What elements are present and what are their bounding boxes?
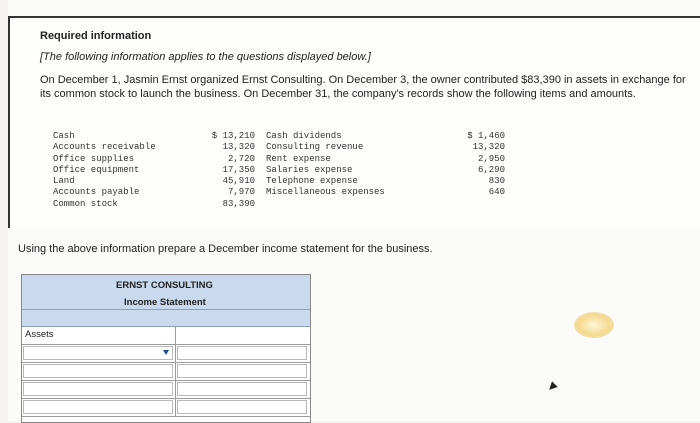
- label-cell: [22, 345, 176, 362]
- account-name: Cash: [53, 131, 75, 141]
- chevron-down-icon: [163, 350, 169, 355]
- amount-cell: [176, 363, 310, 380]
- account-name: Consulting revenue: [266, 142, 364, 153]
- account-select[interactable]: [23, 382, 173, 396]
- account-name: Office supplies: [53, 153, 135, 164]
- account-amount: 6,290: [477, 164, 505, 175]
- account-name: Cash dividends: [266, 131, 342, 141]
- account-amount: 7,970: [227, 187, 255, 198]
- account-amount: 45,910: [222, 176, 255, 187]
- accounts-left-names: [53, 131, 156, 210]
- account-select[interactable]: [23, 346, 173, 360]
- account-select[interactable]: [23, 364, 173, 378]
- amount-cell: [176, 381, 310, 398]
- light-glare: [574, 312, 614, 338]
- label-cell: [22, 399, 176, 416]
- accounts-right-amounts: [463, 131, 505, 199]
- amount-input[interactable]: [177, 400, 307, 414]
- income-statement-form: [21, 274, 311, 423]
- accounts-left-amounts: [205, 131, 255, 210]
- account-amount: 83,390: [222, 198, 255, 209]
- label-cell: [22, 327, 176, 344]
- required-information-note: [The following information applies to the questions displayed below.]: [40, 51, 371, 63]
- account-name: Rent expense: [266, 153, 331, 164]
- statement-header: [22, 275, 310, 310]
- mouse-cursor-icon: [546, 381, 557, 392]
- required-information-title: Required information: [40, 30, 152, 42]
- account-name: Common stock: [53, 198, 118, 209]
- account-amount: 13,320: [472, 142, 505, 153]
- amount-cell: [176, 327, 310, 344]
- table-row: [22, 327, 310, 345]
- account-amount: 830: [488, 176, 505, 187]
- account-amount: 2,950: [477, 153, 505, 164]
- amount-cell: [176, 399, 310, 416]
- accounts-right-names: [266, 131, 385, 199]
- page: [8, 0, 700, 421]
- section-label: Assets: [25, 329, 54, 340]
- account-amount: $ 13,210: [211, 131, 255, 141]
- account-name: Accounts payable: [53, 187, 140, 198]
- amount-input[interactable]: [177, 382, 307, 396]
- amount-input[interactable]: [177, 364, 307, 378]
- account-name: Miscellaneous expenses: [266, 187, 385, 198]
- account-amount: 640: [488, 187, 505, 198]
- table-row: [22, 363, 310, 381]
- account-name: Salaries expense: [266, 164, 353, 175]
- account-select[interactable]: [23, 400, 173, 414]
- table-row: [22, 399, 310, 417]
- amount-cell: [176, 345, 310, 362]
- instruction-text: Using the above information prepare a December income statement for the business.: [18, 243, 433, 255]
- account-amount: $ 1,460: [467, 131, 505, 141]
- label-cell: [22, 363, 176, 380]
- account-amount: 17,350: [222, 164, 255, 175]
- account-name: Telephone expense: [266, 176, 358, 187]
- statement-period-row: [22, 310, 310, 327]
- problem-description: On December 1, Jasmin Ernst organized Ernst Consulting. On December 3, the owner contributed $83,390 in assets in exchange for its common stock to launch the business. On December 31, the company's records show the following items and amounts.: [40, 74, 686, 100]
- account-name: Accounts receivable: [53, 142, 156, 153]
- table-row: [22, 345, 310, 363]
- label-cell: [22, 381, 176, 398]
- account-amount: 13,320: [222, 142, 255, 153]
- statement-title: Income Statement: [124, 297, 206, 308]
- company-name: ERNST CONSULTING: [116, 280, 213, 291]
- account-name: Office equipment: [53, 164, 140, 175]
- table-row: [22, 381, 310, 399]
- account-amount: 2,720: [227, 153, 255, 164]
- account-name: Land: [53, 176, 75, 187]
- amount-input[interactable]: [177, 346, 307, 360]
